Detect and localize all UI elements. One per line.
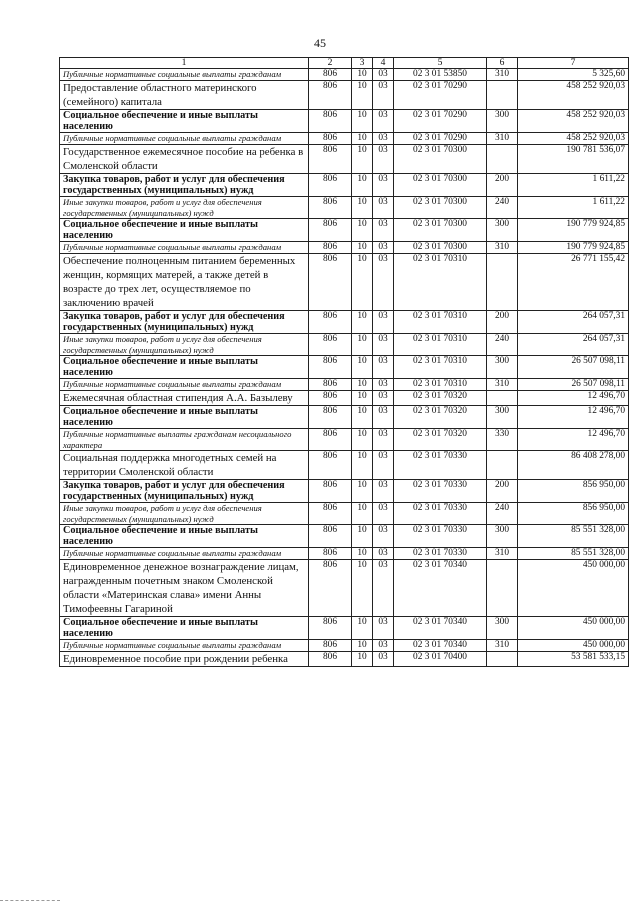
amount-cell: 26 507 098,11: [518, 356, 629, 379]
admin-code-cell: 806: [309, 429, 352, 451]
admin-code-cell: 806: [309, 617, 352, 640]
target-article-cell: 02 3 01 53850: [394, 69, 487, 81]
target-article-cell: 02 3 01 70320: [394, 391, 487, 406]
subsection-cell: 03: [373, 525, 394, 548]
table-row: [60, 145, 629, 174]
admin-code-cell: 806: [309, 503, 352, 525]
expense-type-cell: 300: [487, 356, 518, 379]
row-name-cell: Закупка товаров, работ и услуг для обеспечения государственных (муниципальных) нужд: [60, 174, 309, 197]
expense-type-cell: 310: [487, 133, 518, 145]
target-article-cell: 02 3 01 70300: [394, 197, 487, 219]
amount-cell: 190 779 924,85: [518, 242, 629, 254]
amount-cell: 458 252 920,03: [518, 81, 629, 110]
table-row: [60, 379, 629, 391]
row-name-cell: Публичные нормативные выплаты гражданам несоциального характера: [60, 429, 309, 451]
amount-cell: 86 408 278,00: [518, 451, 629, 480]
expense-type-cell: [487, 81, 518, 110]
amount-cell: 1 611,22: [518, 197, 629, 219]
admin-code-cell: 806: [309, 110, 352, 133]
expense-type-cell: [487, 560, 518, 617]
section-cell: 10: [352, 145, 373, 174]
table-row: [60, 480, 629, 503]
section-cell: 10: [352, 451, 373, 480]
table-row: [60, 133, 629, 145]
section-cell: 10: [352, 548, 373, 560]
amount-cell: 12 496,70: [518, 391, 629, 406]
expense-type-cell: 200: [487, 480, 518, 503]
target-article-cell: 02 3 01 70330: [394, 503, 487, 525]
row-name-cell: Иные закупки товаров, работ и услуг для обеспечения государственных (муниципальных) нужд: [60, 197, 309, 219]
table-row: [60, 311, 629, 334]
section-cell: 10: [352, 429, 373, 451]
amount-cell: 85 551 328,00: [518, 525, 629, 548]
amount-cell: 12 496,70: [518, 406, 629, 429]
row-name-cell: Единовременное денежное вознаграждение лицам, награжденным почетным знаком Смоленской области «Материнская слава» имени Анны Тимофеевны Гагариной: [60, 560, 309, 617]
table-row: [60, 334, 629, 356]
section-cell: 10: [352, 254, 373, 311]
row-name-cell: Публичные нормативные социальные выплаты гражданам: [60, 548, 309, 560]
table-row: [60, 640, 629, 652]
row-name-cell: Публичные нормативные социальные выплаты гражданам: [60, 242, 309, 254]
admin-code-cell: 806: [309, 311, 352, 334]
subsection-cell: 03: [373, 379, 394, 391]
expense-type-cell: [487, 391, 518, 406]
expense-type-cell: 310: [487, 69, 518, 81]
subsection-cell: 03: [373, 145, 394, 174]
amount-cell: 450 000,00: [518, 640, 629, 652]
section-cell: 10: [352, 133, 373, 145]
admin-code-cell: 806: [309, 219, 352, 242]
target-article-cell: 02 3 01 70340: [394, 617, 487, 640]
expense-type-cell: 300: [487, 617, 518, 640]
table-row: [60, 560, 629, 617]
admin-code-cell: 806: [309, 254, 352, 311]
row-name-cell: Социальное обеспечение и иные выплаты населению: [60, 356, 309, 379]
row-name-cell: Государственное ежемесячное пособие на ребенка в Смоленской области: [60, 145, 309, 174]
admin-code-cell: 806: [309, 81, 352, 110]
subsection-cell: 03: [373, 219, 394, 242]
section-cell: 10: [352, 480, 373, 503]
expense-type-cell: 310: [487, 379, 518, 391]
expense-type-cell: [487, 652, 518, 667]
target-article-cell: 02 3 01 70400: [394, 652, 487, 667]
header-cell: 4: [373, 58, 394, 69]
target-article-cell: 02 3 01 70290: [394, 110, 487, 133]
row-name-cell: Закупка товаров, работ и услуг для обеспечения государственных (муниципальных) нужд: [60, 311, 309, 334]
table-row: [60, 429, 629, 451]
expense-type-cell: 300: [487, 219, 518, 242]
table-row: [60, 451, 629, 480]
admin-code-cell: 806: [309, 548, 352, 560]
header-cell: 6: [487, 58, 518, 69]
row-name-cell: Социальное обеспечение и иные выплаты населению: [60, 406, 309, 429]
row-name-cell: Социальное обеспечение и иные выплаты населению: [60, 110, 309, 133]
section-cell: 10: [352, 356, 373, 379]
expense-type-cell: 240: [487, 197, 518, 219]
admin-code-cell: 806: [309, 145, 352, 174]
subsection-cell: 03: [373, 81, 394, 110]
admin-code-cell: 806: [309, 379, 352, 391]
row-name-cell: Обеспечение полноценным питанием беременных женщин, кормящих матерей, а также детей в возрасте до трех лет, осуществляемое по заключению врачей: [60, 254, 309, 311]
header-cell: 7: [518, 58, 629, 69]
target-article-cell: 02 3 01 70340: [394, 560, 487, 617]
admin-code-cell: 806: [309, 174, 352, 197]
section-cell: 10: [352, 219, 373, 242]
admin-code-cell: 806: [309, 525, 352, 548]
amount-cell: 53 581 533,15: [518, 652, 629, 667]
table-row: [60, 110, 629, 133]
section-cell: 10: [352, 640, 373, 652]
subsection-cell: 03: [373, 548, 394, 560]
table-row: [60, 356, 629, 379]
section-cell: 10: [352, 503, 373, 525]
target-article-cell: 02 3 01 70310: [394, 311, 487, 334]
amount-cell: 458 252 920,03: [518, 110, 629, 133]
amount-cell: 856 950,00: [518, 503, 629, 525]
row-name-cell: Иные закупки товаров, работ и услуг для обеспечения государственных (муниципальных) нужд: [60, 503, 309, 525]
subsection-cell: 03: [373, 69, 394, 81]
admin-code-cell: 806: [309, 560, 352, 617]
row-name-cell: Социальное обеспечение и иные выплаты населению: [60, 617, 309, 640]
section-cell: 10: [352, 379, 373, 391]
subsection-cell: 03: [373, 356, 394, 379]
subsection-cell: 03: [373, 503, 394, 525]
amount-cell: 85 551 328,00: [518, 548, 629, 560]
amount-cell: 1 611,22: [518, 174, 629, 197]
target-article-cell: 02 3 01 70310: [394, 334, 487, 356]
subsection-cell: 03: [373, 652, 394, 667]
admin-code-cell: 806: [309, 652, 352, 667]
subsection-cell: 03: [373, 429, 394, 451]
subsection-cell: 03: [373, 617, 394, 640]
amount-cell: 264 057,31: [518, 334, 629, 356]
amount-cell: 856 950,00: [518, 480, 629, 503]
page-number: 45: [314, 36, 326, 50]
header-cell: 1: [60, 58, 309, 69]
expense-type-cell: 300: [487, 406, 518, 429]
amount-cell: 5 325,60: [518, 69, 629, 81]
expense-type-cell: 240: [487, 503, 518, 525]
section-cell: 10: [352, 69, 373, 81]
subsection-cell: 03: [373, 640, 394, 652]
expense-type-cell: [487, 451, 518, 480]
target-article-cell: 02 3 01 70310: [394, 356, 487, 379]
header-cell: 2: [309, 58, 352, 69]
subsection-cell: 03: [373, 174, 394, 197]
admin-code-cell: 806: [309, 406, 352, 429]
expense-type-cell: 310: [487, 548, 518, 560]
expense-type-cell: 300: [487, 525, 518, 548]
expense-type-cell: 240: [487, 334, 518, 356]
target-article-cell: 02 3 01 70330: [394, 480, 487, 503]
section-cell: 10: [352, 174, 373, 197]
table-row: [60, 652, 629, 667]
target-article-cell: 02 3 01 70320: [394, 429, 487, 451]
expense-type-cell: 200: [487, 174, 518, 197]
row-name-cell: Иные закупки товаров, работ и услуг для обеспечения государственных (муниципальных) нужд: [60, 334, 309, 356]
table-row: [60, 617, 629, 640]
section-cell: 10: [352, 652, 373, 667]
amount-cell: 458 252 920,03: [518, 133, 629, 145]
target-article-cell: 02 3 01 70300: [394, 174, 487, 197]
section-cell: 10: [352, 525, 373, 548]
table-row: [60, 197, 629, 219]
section-cell: 10: [352, 617, 373, 640]
expense-type-cell: 330: [487, 429, 518, 451]
subsection-cell: 03: [373, 197, 394, 219]
target-article-cell: 02 3 01 70330: [394, 548, 487, 560]
amount-cell: 190 781 536,07: [518, 145, 629, 174]
target-article-cell: 02 3 01 70310: [394, 379, 487, 391]
expense-type-cell: 310: [487, 242, 518, 254]
budget-table: [59, 57, 629, 667]
subsection-cell: 03: [373, 406, 394, 429]
section-cell: 10: [352, 406, 373, 429]
table-row: [60, 81, 629, 110]
amount-cell: 264 057,31: [518, 311, 629, 334]
amount-cell: 450 000,00: [518, 560, 629, 617]
target-article-cell: 02 3 01 70330: [394, 525, 487, 548]
admin-code-cell: 806: [309, 133, 352, 145]
table-row: [60, 391, 629, 406]
subsection-cell: 03: [373, 334, 394, 356]
table-row: [60, 525, 629, 548]
admin-code-cell: 806: [309, 334, 352, 356]
row-name-cell: Социальная поддержка многодетных семей на территории Смоленской области: [60, 451, 309, 480]
subsection-cell: 03: [373, 311, 394, 334]
row-name-cell: Публичные нормативные социальные выплаты гражданам: [60, 640, 309, 652]
amount-cell: 450 000,00: [518, 617, 629, 640]
admin-code-cell: 806: [309, 391, 352, 406]
admin-code-cell: 806: [309, 242, 352, 254]
subsection-cell: 03: [373, 480, 394, 503]
section-cell: 10: [352, 197, 373, 219]
admin-code-cell: 806: [309, 197, 352, 219]
target-article-cell: 02 3 01 70290: [394, 133, 487, 145]
table-row: [60, 406, 629, 429]
subsection-cell: 03: [373, 391, 394, 406]
expense-type-cell: [487, 145, 518, 174]
row-name-cell: Социальное обеспечение и иные выплаты населению: [60, 525, 309, 548]
table-row: [60, 242, 629, 254]
subsection-cell: 03: [373, 110, 394, 133]
subsection-cell: 03: [373, 451, 394, 480]
row-name-cell: Публичные нормативные социальные выплаты гражданам: [60, 133, 309, 145]
subsection-cell: 03: [373, 254, 394, 311]
section-cell: 10: [352, 560, 373, 617]
table-row: [60, 548, 629, 560]
amount-cell: 12 496,70: [518, 429, 629, 451]
expense-type-cell: 310: [487, 640, 518, 652]
table-header-row: [60, 58, 629, 69]
header-cell: 3: [352, 58, 373, 69]
admin-code-cell: 806: [309, 356, 352, 379]
row-name-cell: Публичные нормативные социальные выплаты гражданам: [60, 379, 309, 391]
expense-type-cell: [487, 254, 518, 311]
admin-code-cell: 806: [309, 69, 352, 81]
target-article-cell: 02 3 01 70290: [394, 81, 487, 110]
target-article-cell: 02 3 01 70300: [394, 145, 487, 174]
amount-cell: 26 771 155,42: [518, 254, 629, 311]
header-cell: 5: [394, 58, 487, 69]
admin-code-cell: 806: [309, 480, 352, 503]
row-name-cell: Закупка товаров, работ и услуг для обеспечения государственных (муниципальных) нужд: [60, 480, 309, 503]
section-cell: 10: [352, 334, 373, 356]
subsection-cell: 03: [373, 560, 394, 617]
target-article-cell: 02 3 01 70340: [394, 640, 487, 652]
section-cell: 10: [352, 311, 373, 334]
scan-artifact: [0, 900, 60, 903]
subsection-cell: 03: [373, 242, 394, 254]
row-name-cell: Ежемесячная областная стипендия А.А. Базылеву: [60, 391, 309, 406]
target-article-cell: 02 3 01 70330: [394, 451, 487, 480]
row-name-cell: Публичные нормативные социальные выплаты гражданам: [60, 69, 309, 81]
admin-code-cell: 806: [309, 640, 352, 652]
section-cell: 10: [352, 110, 373, 133]
section-cell: 10: [352, 391, 373, 406]
subsection-cell: 03: [373, 133, 394, 145]
table-row: [60, 254, 629, 311]
amount-cell: 190 779 924,85: [518, 219, 629, 242]
target-article-cell: 02 3 01 70300: [394, 242, 487, 254]
row-name-cell: Социальное обеспечение и иные выплаты населению: [60, 219, 309, 242]
row-name-cell: Предоставление областного материнского (семейного) капитала: [60, 81, 309, 110]
target-article-cell: 02 3 01 70310: [394, 254, 487, 311]
expense-type-cell: 200: [487, 311, 518, 334]
section-cell: 10: [352, 242, 373, 254]
amount-cell: 26 507 098,11: [518, 379, 629, 391]
table-row: [60, 174, 629, 197]
section-cell: 10: [352, 81, 373, 110]
table-row: [60, 69, 629, 81]
target-article-cell: 02 3 01 70320: [394, 406, 487, 429]
table-row: [60, 219, 629, 242]
target-article-cell: 02 3 01 70300: [394, 219, 487, 242]
admin-code-cell: 806: [309, 451, 352, 480]
table-row: [60, 503, 629, 525]
expense-type-cell: 300: [487, 110, 518, 133]
row-name-cell: Единовременное пособие при рождении ребенка: [60, 652, 309, 667]
